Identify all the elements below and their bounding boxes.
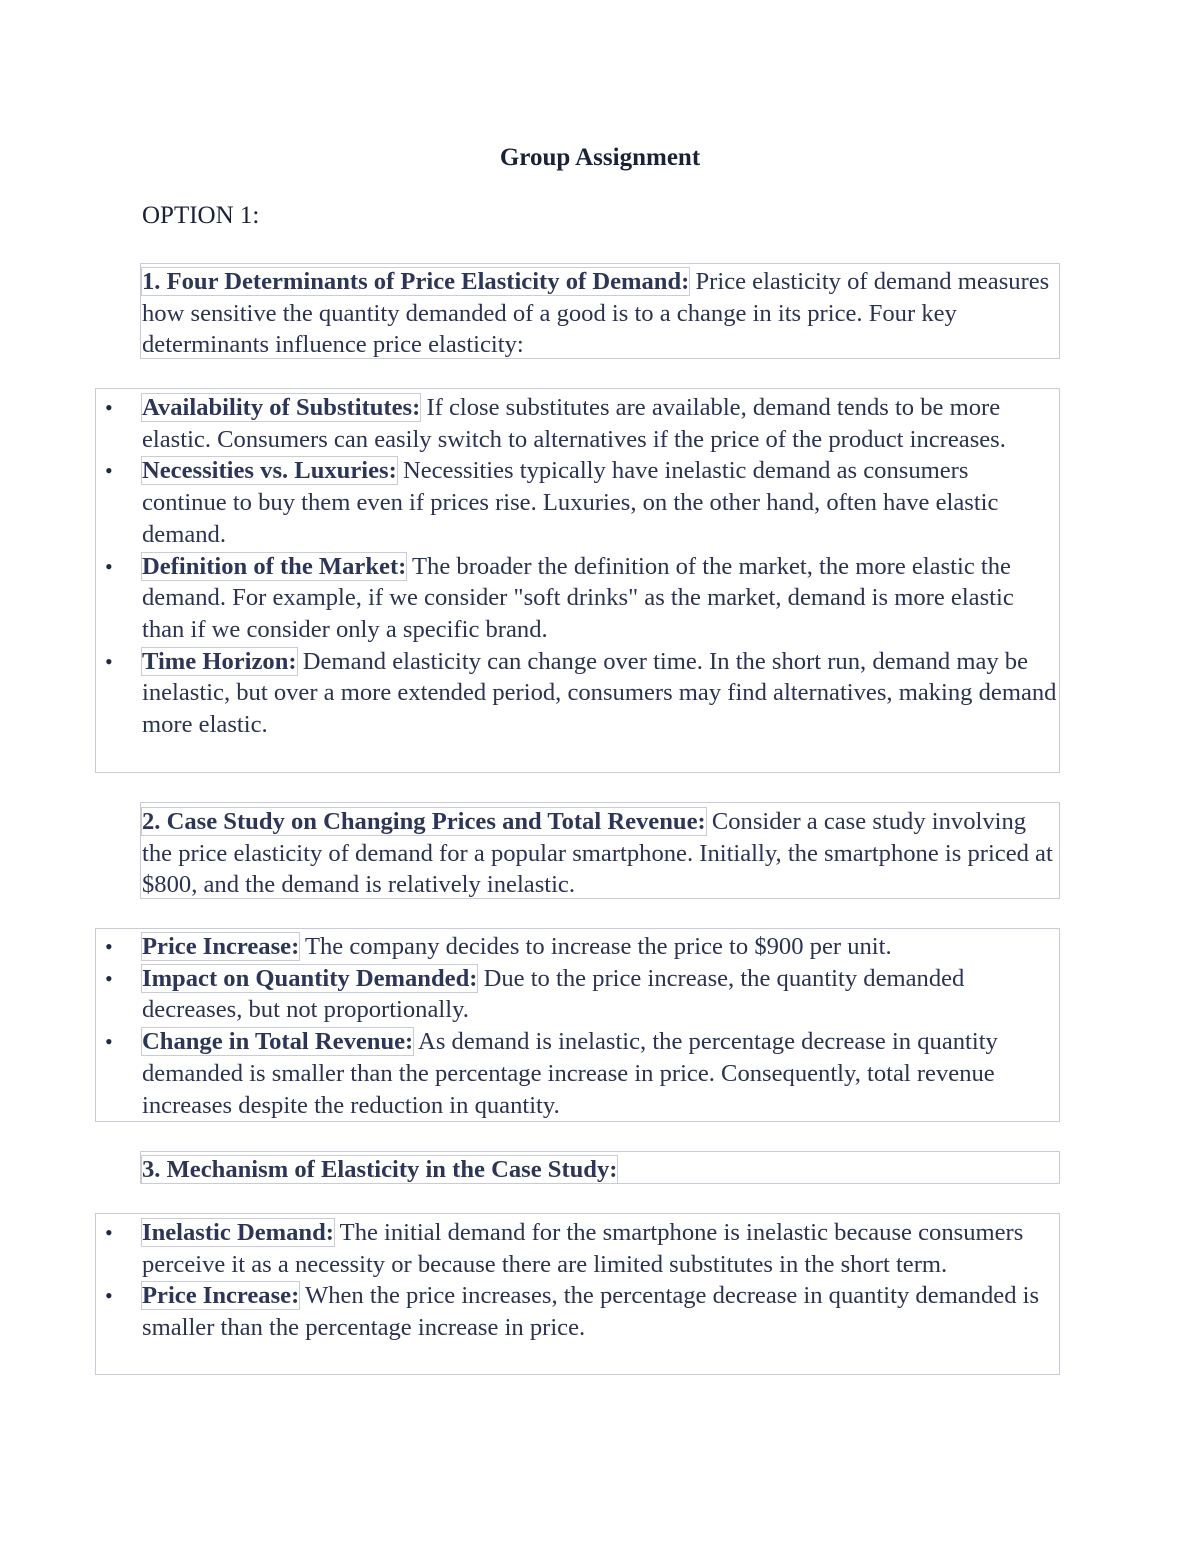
item-term: Time Horizon: (142, 647, 297, 675)
item-term: Availability of Substitutes: (142, 394, 421, 421)
section2-heading: 2. Case Study on Changing Prices and Total Revenue: (142, 808, 706, 835)
section2-list (105, 931, 1058, 1121)
section2-paragraph (142, 806, 1056, 901)
list-item (105, 551, 1058, 646)
list-item (105, 1026, 1058, 1121)
document-title: Group Assignment (499, 144, 701, 171)
list-item (105, 392, 1058, 455)
section1-heading: 1. Four Determinants of Price Elasticity of Demand: (142, 268, 690, 295)
section3-paragraph (142, 1154, 1056, 1186)
item-term: Definition of the Market: (142, 552, 407, 580)
section3-list (105, 1217, 1058, 1344)
item-text: As demand is inelastic, the percentage decrease in quantity demanded is smaller than the percentage increase in price. Consequently, total revenue increases despite the reduction in quantity. (142, 1028, 998, 1119)
item-text: The company decides to increase the price to $900 per unit. (299, 933, 892, 960)
item-term: Price Increase: (142, 933, 300, 960)
item-text: If close substitutes are available, demand tends to be more elastic. Consumers can easily switch to alternatives if the price of the product increases. (142, 394, 1006, 453)
list-item (105, 646, 1058, 741)
bullet-icon: • (105, 934, 113, 959)
item-text: Due to the price increase, the quantity demanded decreases, but not proportionally. (142, 964, 965, 1024)
list-item (105, 455, 1058, 550)
item-text: Demand elasticity can change over time. In the short run, demand may be inelastic, but over a more extended period, consumers may find alternatives, making demand more elastic. (142, 647, 1057, 739)
item-text: The broader the definition of the market, the more elastic the demand. For example, if we consider "soft drinks" as the market, demand is more elastic than if we consider only a specific brand. (142, 552, 1014, 643)
item-text: When the price increases, the percentage decrease in quantity demanded is smaller than the percentage increase in price. (142, 1282, 1040, 1342)
item-text: The initial demand for the smartphone is inelastic because consumers perceive it as a necessity or because there are limited substitutes in the short term. (142, 1219, 1024, 1278)
bullet-icon: • (105, 1283, 113, 1309)
bullet-icon: • (105, 395, 113, 420)
bullet-icon: • (105, 1029, 113, 1055)
section3-heading: 3. Mechanism of Elasticity in the Case Study: (142, 1156, 618, 1183)
section1-paragraph (142, 266, 1056, 361)
item-text: Necessities typically have inelastic demand as consumers continue to buy them even if prices rise. Luxuries, on the other hand, often have elastic demand. (142, 457, 999, 548)
bullet-icon: • (105, 965, 113, 991)
list-item (105, 1280, 1058, 1343)
item-term: Inelastic Demand: (142, 1219, 334, 1246)
section2-text: Consider a case study involving the price elasticity of demand for a popular smartphone. Initially, the smartphone is priced at $800, and the demand is relatively inelastic. (142, 808, 1053, 899)
list-item (105, 963, 1058, 1026)
option-label: OPTION 1: (142, 202, 260, 229)
item-term: Impact on Quantity Demanded: (142, 964, 478, 992)
bullet-icon: • (105, 553, 113, 579)
bullet-icon: • (105, 648, 113, 674)
list-item (105, 931, 1058, 963)
bullet-icon: • (105, 1220, 113, 1245)
section1-list (105, 392, 1058, 741)
section1-text: Price elasticity of demand measures how sensitive the quantity demanded of a good is to a change in its price. Four key determinants influence price elasticity: (142, 268, 1050, 359)
item-term: Change in Total Revenue: (142, 1028, 414, 1056)
bullet-icon: • (105, 458, 113, 484)
item-term: Necessities vs. Luxuries: (142, 457, 397, 485)
list-item (105, 1217, 1058, 1280)
item-term: Price Increase: (142, 1282, 300, 1310)
